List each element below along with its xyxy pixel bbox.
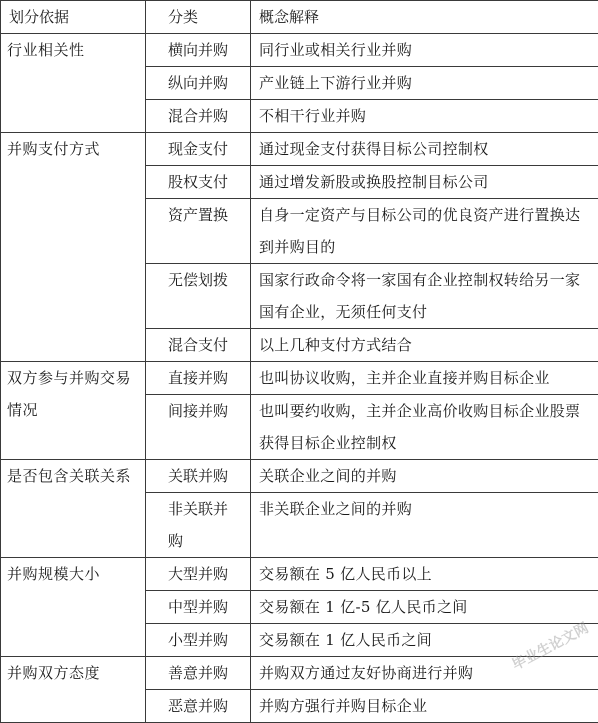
basis-cell: 双方参与并购交易情况	[1, 362, 146, 460]
explanation-cell: 自身一定资产与目标公司的优良资产进行置换达到并购目的	[251, 199, 598, 264]
category-cell: 直接并购	[146, 362, 251, 395]
explanation-cell: 国家行政命令将一家国有企业控制权转给另一家国有企业，无须任何支付	[251, 264, 598, 329]
category-cell: 间接并购	[146, 395, 251, 460]
table-row	[1, 460, 598, 493]
table-row	[1, 34, 598, 67]
category-cell: 股权支付	[146, 166, 251, 199]
table-row	[1, 133, 598, 166]
category-cell: 横向并购	[146, 34, 251, 67]
header-explanation: 概念解释	[251, 1, 598, 34]
explanation-cell: 关联企业之间的并购	[251, 460, 598, 493]
table-row	[1, 362, 598, 395]
explanation-cell: 不相干行业并购	[251, 100, 598, 133]
explanation-cell: 交易额在 1 亿-5 亿人民币之间	[251, 591, 598, 624]
category-cell: 混合并购	[146, 100, 251, 133]
category-cell: 资产置换	[146, 199, 251, 264]
watermark-logo: 毕业生论文网	[508, 617, 592, 674]
category-cell: 现金支付	[146, 133, 251, 166]
category-cell: 混合支付	[146, 329, 251, 362]
category-cell: 大型并购	[146, 558, 251, 591]
explanation-cell: 以上几种支付方式结合	[251, 329, 598, 362]
explanation-cell: 通过增发新股或换股控制目标公司	[251, 166, 598, 199]
table-body	[1, 34, 598, 723]
category-cell: 恶意并购	[146, 690, 251, 723]
basis-cell: 并购规模大小	[1, 558, 146, 657]
explanation-cell: 交易额在 5 亿人民币以上	[251, 558, 598, 591]
explanation-cell: 并购双方通过友好协商进行并购	[251, 657, 598, 690]
category-cell: 关联并购	[146, 460, 251, 493]
category-cell: 中型并购	[146, 591, 251, 624]
basis-cell: 行业相关性	[1, 34, 146, 133]
explanation-cell: 并购方强行并购目标企业	[251, 690, 598, 723]
explanation-cell: 也叫要约收购，主并企业高价收购目标企业股票获得目标企业控制权	[251, 395, 598, 460]
basis-cell: 是否包含关联关系	[1, 460, 146, 558]
category-cell: 纵向并购	[146, 67, 251, 100]
category-cell: 小型并购	[146, 624, 251, 657]
category-cell: 非关联并购	[146, 493, 251, 558]
table-row	[1, 558, 598, 591]
category-cell: 善意并购	[146, 657, 251, 690]
explanation-cell: 也叫协议收购，主并企业直接并购目标企业	[251, 362, 598, 395]
header-category: 分类	[146, 1, 251, 34]
explanation-cell: 同行业或相关行业并购	[251, 34, 598, 67]
table-row	[1, 657, 598, 690]
explanation-cell: 非关联企业之间的并购	[251, 493, 598, 558]
explanation-cell: 通过现金支付获得目标公司控制权	[251, 133, 598, 166]
header-basis: 划分依据	[1, 1, 146, 34]
category-cell: 无偿划拨	[146, 264, 251, 329]
basis-cell: 并购双方态度	[1, 657, 146, 723]
explanation-cell: 交易额在 1 亿人民币之间	[251, 624, 598, 657]
table-header-row	[1, 1, 598, 34]
explanation-cell: 产业链上下游行业并购	[251, 67, 598, 100]
basis-cell: 并购支付方式	[1, 133, 146, 362]
